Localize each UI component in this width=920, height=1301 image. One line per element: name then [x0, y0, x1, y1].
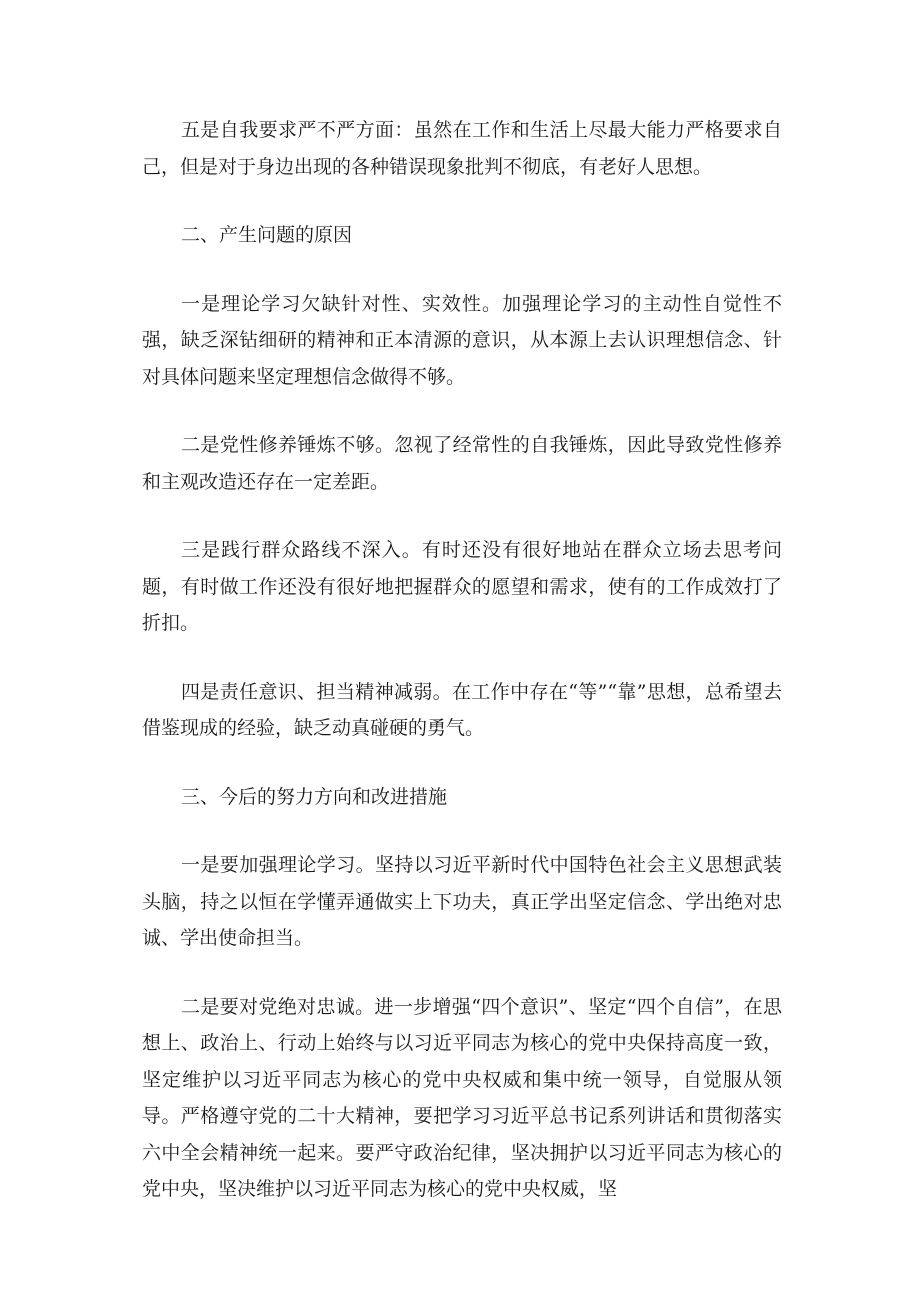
paragraph-measure-theory: 一是要加强理论学习。坚持以习近平新时代中国特色社会主义思想武装头脑，持之以恒在学懂弄通做实上下功夫，真正学出坚定信念、学出绝对忠诚、学出使命担当。: [142, 854, 782, 949]
paragraph-gap: [142, 815, 782, 847]
section-heading-measures: 三、今后的努力方向和改进措施: [181, 785, 448, 808]
paragraph-measure-loyalty: 二是要对党绝对忠诚。进一步增强“四个意识”、坚定“四个自信”，在思想上、政治上、行动上始终与以习近平同志为核心的党中央保持高度一致，坚定维护以习近平同志为核心的党中央权威和集中统一领导，自觉服从领导。严格遵守党的二十大精神，要把学习习近平总书记系列讲话和贯彻落实六中全会精神统一起来。要严守政治纪律，坚决拥护以习近平同志为核心的党中央，坚决维护以习近平同志为核心的党中央权威，坚: [142, 995, 782, 1200]
paragraph-gap: [142, 642, 782, 674]
paragraph-gap: [142, 185, 782, 217]
paragraph-gap: [142, 747, 782, 779]
paragraph-gap: [142, 957, 782, 989]
paragraph-gap: [142, 500, 782, 532]
paragraph-cause-theory: 一是理论学习欠缺针对性、实效性。加强理论学习的主动性自觉性不强，缺乏深钻细研的精神和正本清源的意识，从本源上去认识理想信念、针对具体问题来坚定理想信念做得不够。: [142, 292, 782, 388]
section-heading-causes: 二、产生问题的原因: [181, 224, 353, 246]
paragraph-gap: [142, 254, 782, 286]
paragraph-self-discipline: 五是自我要求严不严方面：虽然在工作和生活上尽最大能力严格要求自己，但是对于身边出现的各种错误现象批判不彻底，有老好人思想。: [142, 119, 782, 178]
paragraph-gap: [142, 395, 782, 427]
document-page: [142, 112, 782, 1208]
paragraph-cause-party-spirit: 二是党性修养锤炼不够。忽视了经常性的自我锤炼，因此导致党性修养和主观改造还存在一定差距。: [142, 434, 782, 493]
paragraph-cause-mass-line: 三是践行群众路线不深入。有时还没有很好地站在群众立场去思考问题，有时做工作还没有很好地把握群众的愿望和需求，使有的工作成效打了折扣。: [142, 539, 782, 634]
paragraph-cause-responsibility: 四是责任意识、担当精神减弱。在工作中存在“等”“靠”思想，总希望去借鉴现成的经验，缺乏动真碰硬的勇气。: [142, 680, 782, 739]
